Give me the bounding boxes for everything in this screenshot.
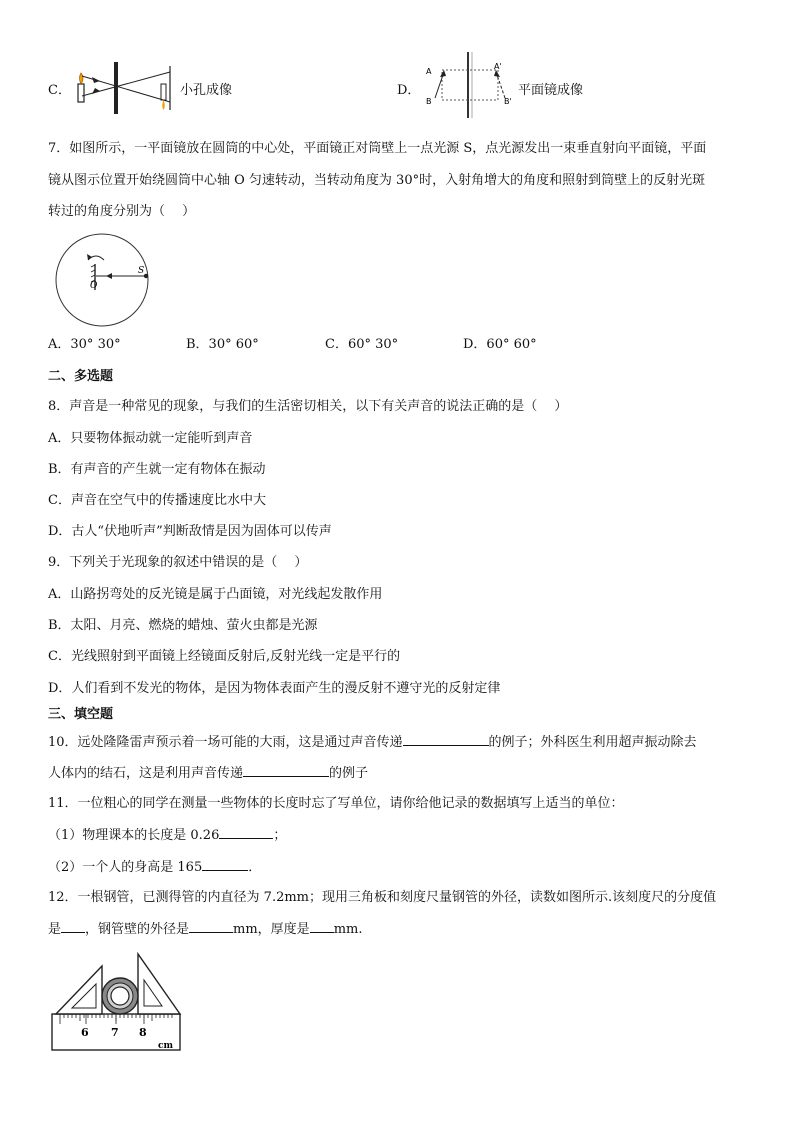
q12-line-1: 12．一根钢管，已测得管的内直径为 7.2mm；现用三角板和刻度尺量钢管的外径，读数如图所示.该刻度尺的分度值 [48,890,717,905]
q7-option-d: D．60° 60° [463,337,537,352]
q12-blank-thickness[interactable] [310,920,334,933]
label-b: B [426,97,432,106]
q11-part-2-end: ． [248,860,262,875]
q12-text-4: mm. [333,922,363,937]
label-s: S [138,266,145,276]
q10-text-a: 10．远处隆隆雷声预示着一场可能的大雨，这是通过声音传递 [48,735,403,750]
ruler-tick-7: 7 [111,1026,119,1039]
q9-stem: 9．下列关于光现象的叙述中错误的是（ ） [48,555,308,570]
q8-option-c: C．声音在空气中的传播速度比水中大 [48,493,266,508]
q11-stem: 11．一位粗心的同学在测量一些物体的长度时忘了写单位，请你给他记录的数据填写上适当的单位： [48,796,624,811]
ruler-unit: cm [158,1041,174,1051]
label-b-prime: B' [504,97,512,106]
q10-text-c: 人体内的结石，这是利用声音传递 [48,766,244,781]
q11-part-1-text: （1）物理课本的长度是 0.26 [48,828,220,843]
q12-text-2: ，钢管壁的外径是 [85,922,190,937]
label-o: O [90,281,98,291]
q6-option-d-letter: D． [397,83,421,98]
q10-text-d: 的例子 [329,766,369,781]
q12-text-1: 是 [48,922,62,937]
q10-line-2 [48,764,368,783]
q9-option-c: C．光线照射到平面镜上经镜面反射后,反射光线一定是平行的 [48,649,401,664]
q8-option-d: D．古人“伏地听声”判断敌情是因为固体可以传声 [48,524,332,539]
q7-line-2: 镜从图示位置开始绕圆筒中心轴 O 匀速转动，当转动角度为 30°时，入射角增大的角度和照射到筒壁上的反射光斑 [48,173,706,188]
q7-line-1: 7．如图所示，一平面镜放在圆筒的中心处，平面镜正对筒壁上一点光源 S，点光源发出一束垂直射向平面镜，平面 [48,141,707,156]
q6-option-d-label: 平面镜成像 [518,83,584,98]
q8-option-a: A．只要物体振动就一定能听到声音 [48,431,253,446]
q8-option-b: B．有声音的产生就一定有物体在振动 [48,462,266,477]
q9-option-d: D．人们看到不发光的物体，是因为物体表面产生的漫反射不遵守光的反射定律 [48,681,501,696]
pinhole-imaging-diagram [72,62,180,114]
plane-mirror-diagram [422,52,518,118]
ruler-pipe-diagram [50,950,182,1052]
q10-blank-1[interactable] [403,733,489,746]
q11-blank-2[interactable] [202,858,248,871]
q12-line-2 [48,920,362,939]
q11-blank-1[interactable] [219,826,273,839]
ruler-tick-8: 8 [139,1026,147,1039]
ruler-tick-6: 6 [81,1026,89,1039]
q12-blank-division[interactable] [61,920,85,933]
q10-text-b: 的例子；外科医生利用超声振动除去 [488,735,697,750]
q11-part-1-end: ； [273,828,287,843]
cylinder-mirror-diagram [50,230,160,332]
q7-option-a: A．30° 30° [48,337,121,352]
q7-line-3: 转过的角度分别为（ ） [48,204,196,219]
q10-line-1 [48,733,697,752]
q7-option-b: B．30° 60° [186,337,259,352]
q9-option-a: A．山路拐弯处的反光镜是属于凸面镜，对光线起发散作用 [48,587,383,602]
q12-blank-outer-diameter[interactable] [189,920,233,933]
q11-part-2-text: （2）一个人的身高是 165 [48,860,203,875]
q9-option-b: B．太阳、月亮、燃烧的蜡烛、萤火虫都是光源 [48,618,318,633]
q11-part-1 [48,826,286,845]
section-multiple-choice-heading: 二、多选题 [48,369,114,384]
q12-text-3: mm，厚度是 [233,922,310,937]
section-fill-blank-heading: 三、填空题 [48,707,114,722]
label-a-prime: A' [494,62,502,71]
q8-stem: 8．声音是一种常见的现象，与我们的生活密切相关，以下有关声音的说法正确的是（ ） [48,399,568,414]
q6-option-c-letter: C． [48,83,71,98]
q10-blank-2[interactable] [243,764,329,777]
q11-part-2 [48,858,261,877]
label-a: A [426,67,432,76]
q6-option-c-label: 小孔成像 [180,83,233,98]
q7-option-c: C．60° 30° [325,337,399,352]
